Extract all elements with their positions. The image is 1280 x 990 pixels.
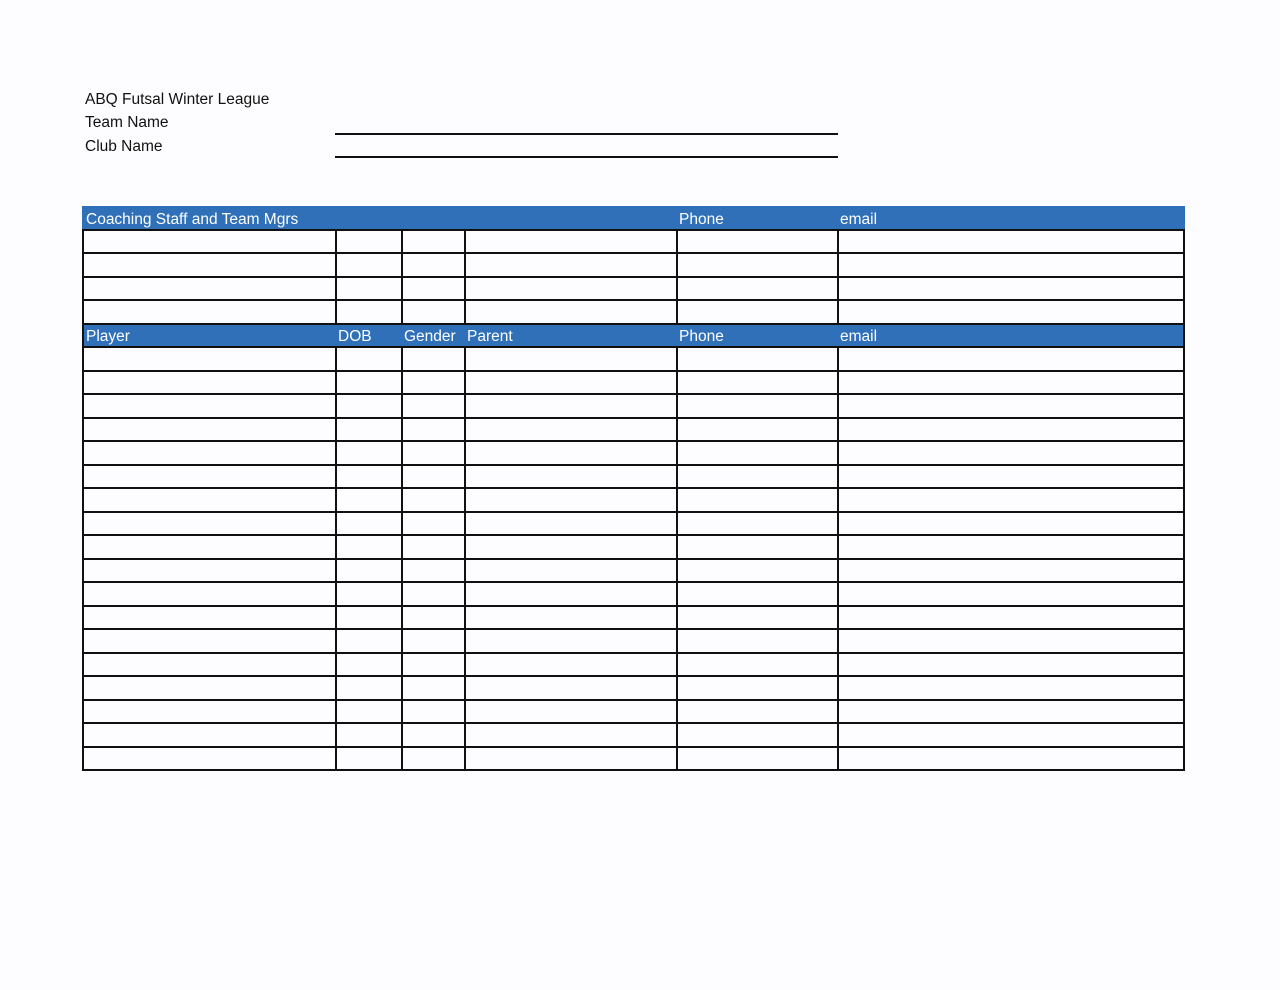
player-row [83, 418, 1184, 442]
player-row [83, 394, 1184, 418]
player-dob-cell[interactable] [336, 488, 402, 512]
player-row [83, 723, 1184, 747]
player-row [83, 512, 1184, 536]
player-email-cell[interactable] [838, 512, 1184, 536]
player-gender-cell[interactable] [402, 512, 465, 536]
player-email-cell[interactable] [838, 629, 1184, 653]
player-header-phone: Phone [677, 324, 838, 348]
player-row [83, 653, 1184, 677]
player-parent-cell[interactable] [465, 676, 677, 700]
player-dob-cell[interactable] [336, 606, 402, 630]
player-gender-cell[interactable] [402, 347, 465, 371]
staff-parent-cell[interactable] [465, 253, 677, 277]
player-email-cell[interactable] [838, 700, 1184, 724]
staff-row [83, 277, 1184, 301]
player-email-cell[interactable] [838, 347, 1184, 371]
staff-section-title: Coaching Staff and Team Mgrs [83, 206, 677, 230]
player-email-cell[interactable] [838, 606, 1184, 630]
player-name-cell[interactable] [83, 629, 336, 653]
player-phone-cell[interactable] [677, 535, 838, 559]
player-dob-cell[interactable] [336, 653, 402, 677]
team-name-label: Team Name [85, 114, 169, 131]
player-gender-cell[interactable] [402, 488, 465, 512]
player-parent-cell[interactable] [465, 559, 677, 583]
player-name-cell[interactable] [83, 582, 336, 606]
player-dob-cell[interactable] [336, 418, 402, 442]
staff-name-cell[interactable] [83, 253, 336, 277]
player-email-cell[interactable] [838, 465, 1184, 489]
player-name-cell[interactable] [83, 465, 336, 489]
player-phone-cell[interactable] [677, 418, 838, 442]
player-email-cell[interactable] [838, 582, 1184, 606]
player-parent-cell[interactable] [465, 512, 677, 536]
player-gender-cell[interactable] [402, 606, 465, 630]
player-gender-cell[interactable] [402, 700, 465, 724]
staff-row [83, 253, 1184, 277]
player-phone-cell[interactable] [677, 606, 838, 630]
player-parent-cell[interactable] [465, 347, 677, 371]
staff-email-cell[interactable] [838, 230, 1184, 254]
player-name-cell[interactable] [83, 747, 336, 771]
player-name-cell[interactable] [83, 441, 336, 465]
player-email-cell[interactable] [838, 747, 1184, 771]
team-name-field[interactable] [335, 133, 838, 135]
player-parent-cell[interactable] [465, 418, 677, 442]
staff-phone-header: Phone [677, 206, 838, 230]
roster-table [82, 206, 1185, 771]
player-dob-cell[interactable] [336, 676, 402, 700]
player-name-cell[interactable] [83, 700, 336, 724]
player-gender-cell[interactable] [402, 371, 465, 395]
player-dob-cell[interactable] [336, 629, 402, 653]
player-parent-cell[interactable] [465, 582, 677, 606]
player-phone-cell[interactable] [677, 488, 838, 512]
player-header-email: email [838, 324, 1184, 348]
club-name-label: Club Name [85, 138, 163, 155]
player-gender-cell[interactable] [402, 535, 465, 559]
player-phone-cell[interactable] [677, 394, 838, 418]
staff-parent-cell[interactable] [465, 300, 677, 324]
staff-parent-cell[interactable] [465, 277, 677, 301]
staff-row [83, 230, 1184, 254]
player-dob-cell[interactable] [336, 700, 402, 724]
player-dob-cell[interactable] [336, 441, 402, 465]
player-email-cell[interactable] [838, 535, 1184, 559]
player-header-name: Player [83, 324, 336, 348]
player-email-cell[interactable] [838, 371, 1184, 395]
player-phone-cell[interactable] [677, 700, 838, 724]
player-phone-cell[interactable] [677, 723, 838, 747]
player-header-parent: Parent [465, 324, 677, 348]
player-name-cell[interactable] [83, 676, 336, 700]
staff-dob-cell[interactable] [336, 277, 402, 301]
player-dob-cell[interactable] [336, 747, 402, 771]
player-gender-cell[interactable] [402, 465, 465, 489]
player-email-cell[interactable] [838, 418, 1184, 442]
staff-email-cell[interactable] [838, 300, 1184, 324]
player-parent-cell[interactable] [465, 700, 677, 724]
staff-name-cell[interactable] [83, 230, 336, 254]
staff-dob-cell[interactable] [336, 230, 402, 254]
player-name-cell[interactable] [83, 512, 336, 536]
player-row [83, 465, 1184, 489]
player-name-cell[interactable] [83, 347, 336, 371]
player-row [83, 559, 1184, 583]
player-dob-cell[interactable] [336, 723, 402, 747]
player-row [83, 535, 1184, 559]
player-name-cell[interactable] [83, 653, 336, 677]
player-gender-cell[interactable] [402, 559, 465, 583]
staff-phone-cell[interactable] [677, 253, 838, 277]
player-gender-cell[interactable] [402, 418, 465, 442]
player-name-cell[interactable] [83, 371, 336, 395]
player-phone-cell[interactable] [677, 582, 838, 606]
player-parent-cell[interactable] [465, 606, 677, 630]
player-gender-cell[interactable] [402, 629, 465, 653]
player-parent-cell[interactable] [465, 747, 677, 771]
league-title: ABQ Futsal Winter League [85, 91, 270, 108]
player-dob-cell[interactable] [336, 535, 402, 559]
staff-name-cell[interactable] [83, 300, 336, 324]
player-gender-cell[interactable] [402, 723, 465, 747]
player-dob-cell[interactable] [336, 512, 402, 536]
player-parent-cell[interactable] [465, 629, 677, 653]
player-email-cell[interactable] [838, 723, 1184, 747]
player-row [83, 441, 1184, 465]
player-email-cell[interactable] [838, 441, 1184, 465]
staff-name-cell[interactable] [83, 277, 336, 301]
player-dob-cell[interactable] [336, 347, 402, 371]
player-dob-cell[interactable] [336, 559, 402, 583]
player-row [83, 629, 1184, 653]
staff-gender-cell[interactable] [402, 300, 465, 324]
staff-row [83, 300, 1184, 324]
player-parent-cell[interactable] [465, 441, 677, 465]
player-phone-cell[interactable] [677, 747, 838, 771]
player-parent-cell[interactable] [465, 394, 677, 418]
player-row [83, 606, 1184, 630]
staff-parent-cell[interactable] [465, 230, 677, 254]
player-row [83, 747, 1184, 771]
club-name-field[interactable] [335, 156, 838, 158]
player-row [83, 676, 1184, 700]
player-phone-cell[interactable] [677, 465, 838, 489]
player-gender-cell[interactable] [402, 582, 465, 606]
staff-gender-cell[interactable] [402, 253, 465, 277]
player-dob-cell[interactable] [336, 394, 402, 418]
staff-dob-cell[interactable] [336, 300, 402, 324]
player-parent-cell[interactable] [465, 371, 677, 395]
staff-email-cell[interactable] [838, 277, 1184, 301]
player-dob-cell[interactable] [336, 582, 402, 606]
player-header-gender: Gender [402, 324, 465, 348]
player-name-cell[interactable] [83, 559, 336, 583]
player-phone-cell[interactable] [677, 347, 838, 371]
player-parent-cell[interactable] [465, 653, 677, 677]
player-header-row [83, 324, 1184, 348]
player-gender-cell[interactable] [402, 653, 465, 677]
staff-gender-cell[interactable] [402, 277, 465, 301]
player-email-cell[interactable] [838, 488, 1184, 512]
player-email-cell[interactable] [838, 676, 1184, 700]
staff-phone-cell[interactable] [677, 277, 838, 301]
player-phone-cell[interactable] [677, 653, 838, 677]
player-row [83, 582, 1184, 606]
player-phone-cell[interactable] [677, 512, 838, 536]
player-phone-cell[interactable] [677, 676, 838, 700]
player-phone-cell[interactable] [677, 441, 838, 465]
player-parent-cell[interactable] [465, 723, 677, 747]
player-gender-cell[interactable] [402, 676, 465, 700]
player-phone-cell[interactable] [677, 559, 838, 583]
player-name-cell[interactable] [83, 488, 336, 512]
staff-header-row [83, 206, 1184, 230]
staff-phone-cell[interactable] [677, 300, 838, 324]
player-email-cell[interactable] [838, 653, 1184, 677]
player-name-cell[interactable] [83, 535, 336, 559]
player-row [83, 371, 1184, 395]
player-name-cell[interactable] [83, 418, 336, 442]
player-row [83, 488, 1184, 512]
staff-email-header: email [838, 206, 1184, 230]
player-header-dob: DOB [336, 324, 402, 348]
player-gender-cell[interactable] [402, 441, 465, 465]
staff-dob-cell[interactable] [336, 253, 402, 277]
player-phone-cell[interactable] [677, 629, 838, 653]
player-email-cell[interactable] [838, 559, 1184, 583]
player-parent-cell[interactable] [465, 465, 677, 489]
player-dob-cell[interactable] [336, 465, 402, 489]
player-name-cell[interactable] [83, 394, 336, 418]
staff-email-cell[interactable] [838, 253, 1184, 277]
player-row [83, 347, 1184, 371]
player-gender-cell[interactable] [402, 747, 465, 771]
player-parent-cell[interactable] [465, 535, 677, 559]
player-gender-cell[interactable] [402, 394, 465, 418]
staff-gender-cell[interactable] [402, 230, 465, 254]
player-phone-cell[interactable] [677, 371, 838, 395]
player-email-cell[interactable] [838, 394, 1184, 418]
player-row [83, 700, 1184, 724]
player-dob-cell[interactable] [336, 371, 402, 395]
staff-phone-cell[interactable] [677, 230, 838, 254]
player-name-cell[interactable] [83, 606, 336, 630]
player-name-cell[interactable] [83, 723, 336, 747]
player-parent-cell[interactable] [465, 488, 677, 512]
